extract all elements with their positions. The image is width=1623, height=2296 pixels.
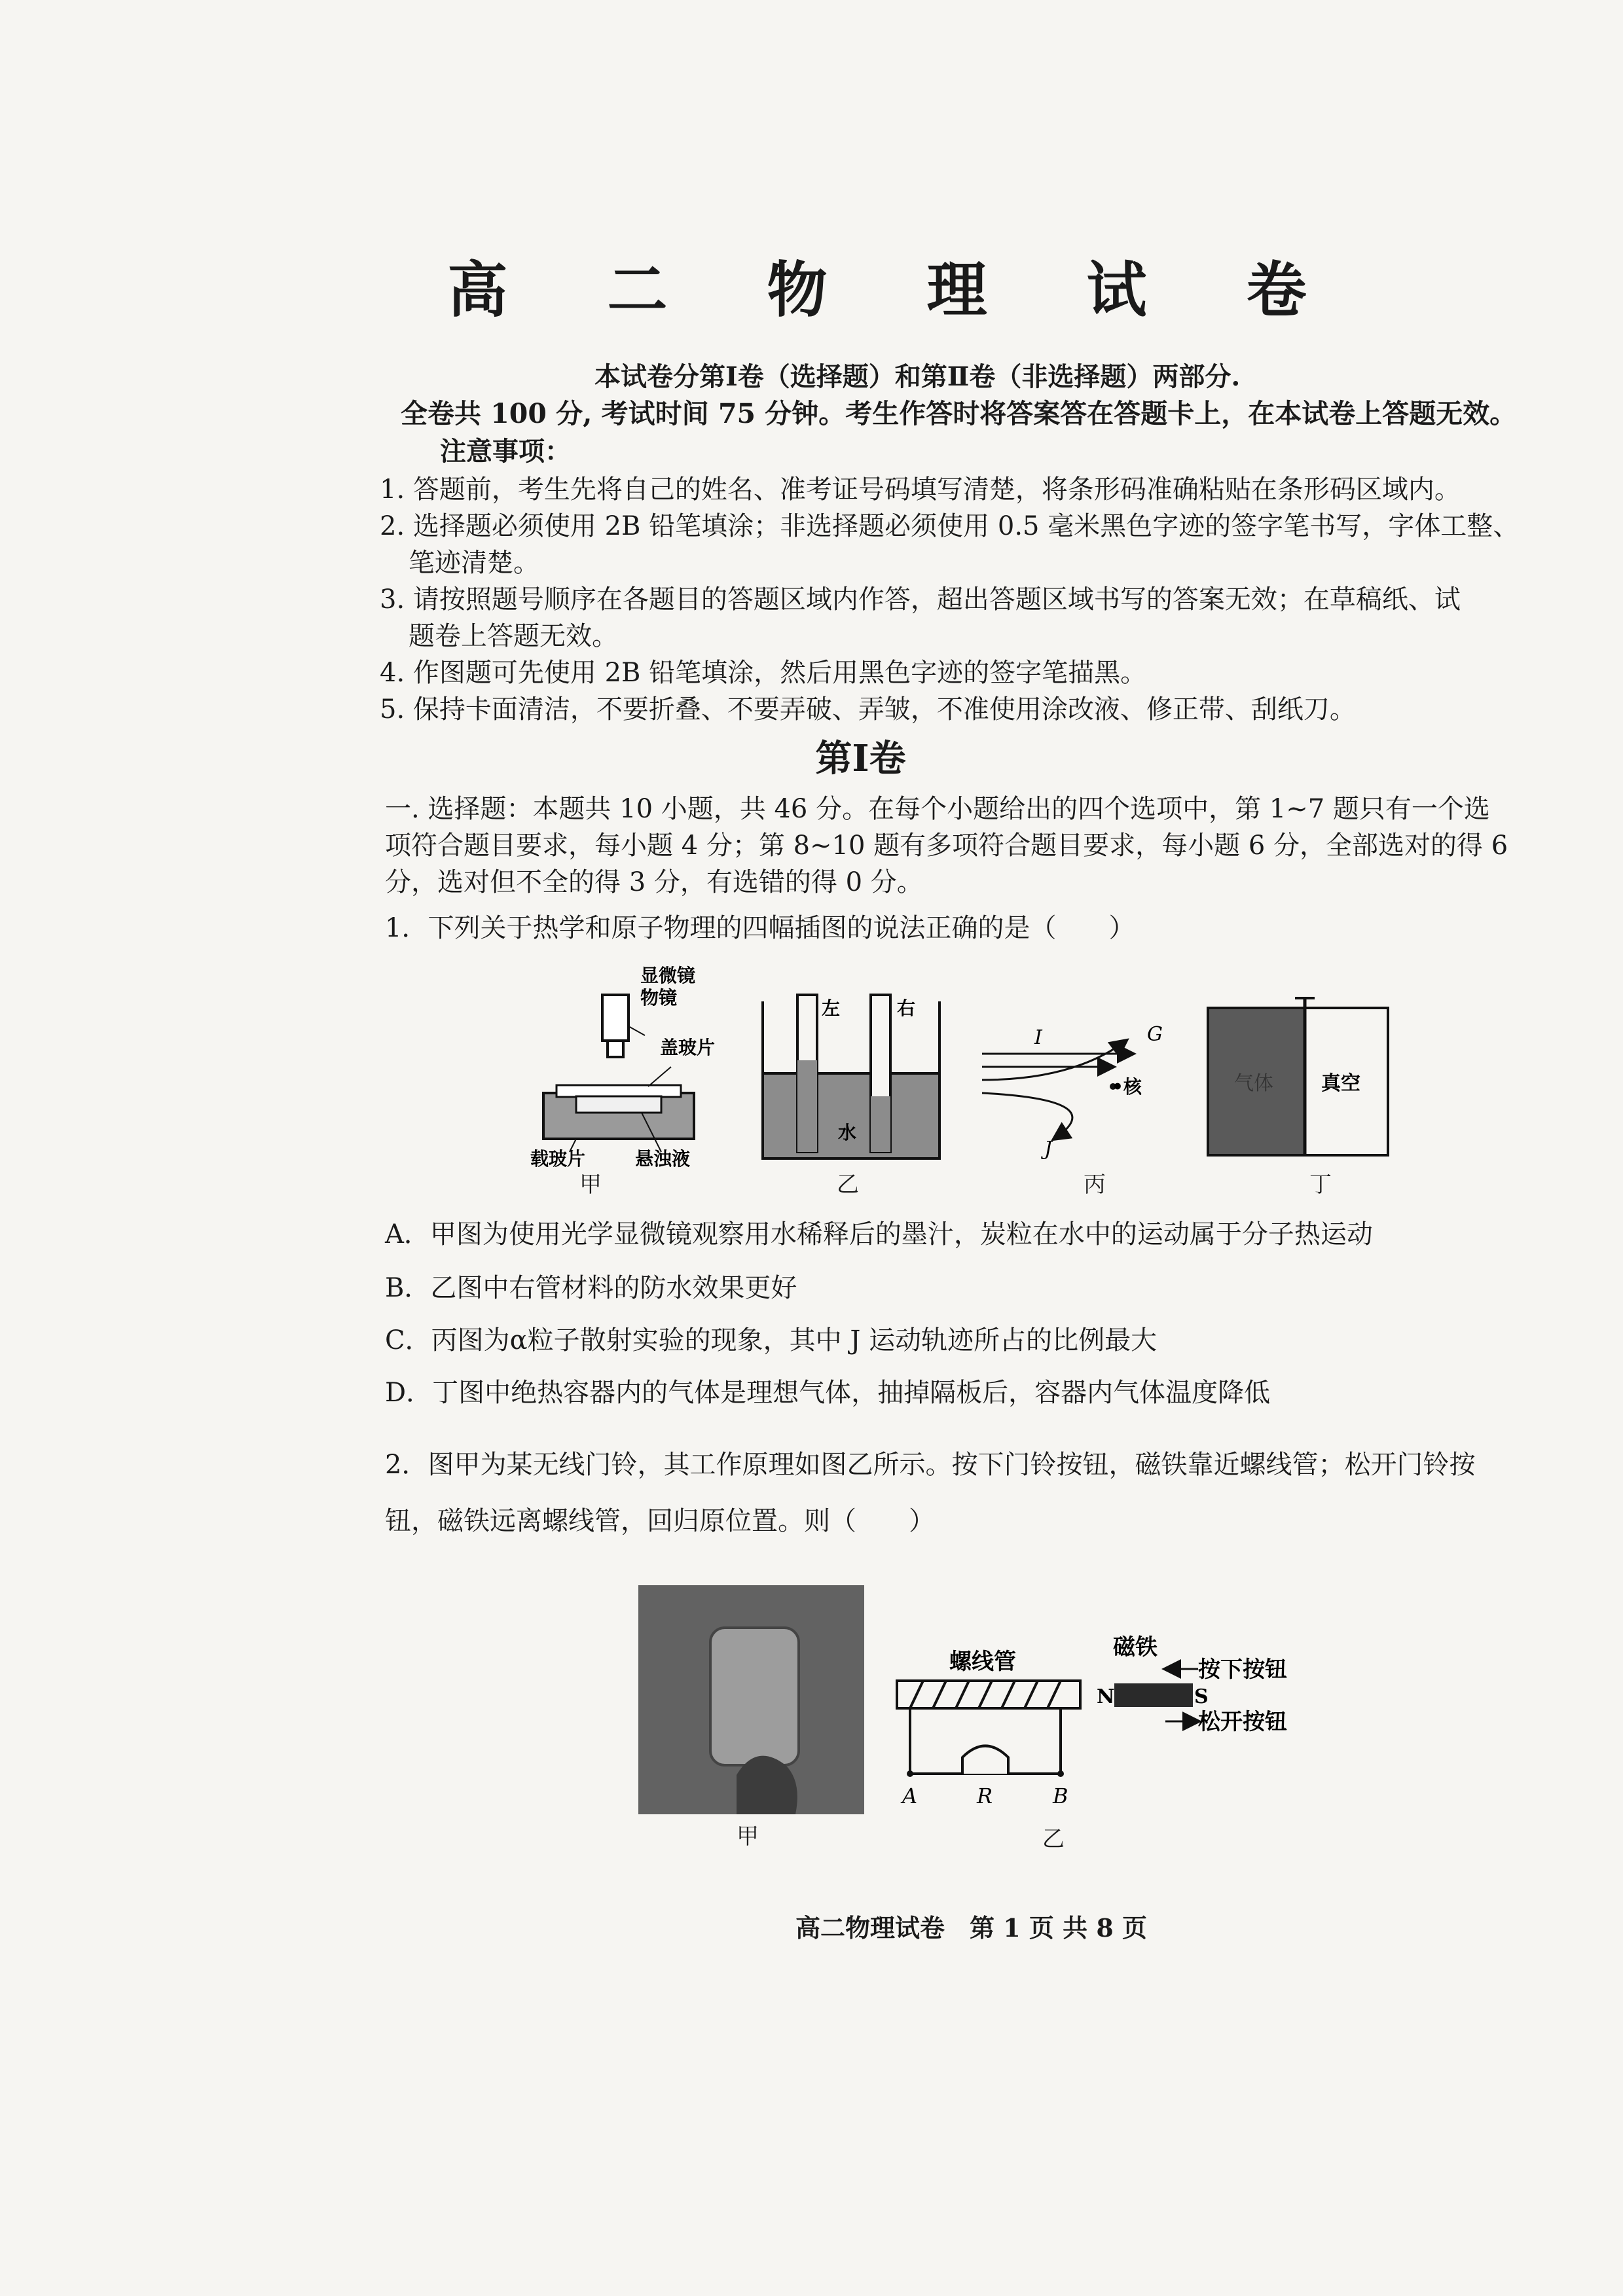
- label-cover-slip: 盖玻片: [660, 1037, 716, 1058]
- objective-tip-shape: [608, 1041, 623, 1057]
- label-slide: 载玻片: [530, 1148, 586, 1170]
- label-J: J: [1044, 1138, 1053, 1160]
- notice-title: 注意事项：: [440, 436, 571, 467]
- label-press-button: 按下按钮: [1198, 1657, 1287, 1683]
- label-release-button: 松开按钮: [1198, 1709, 1287, 1735]
- label-left: 左: [822, 997, 841, 1019]
- label-N: N: [1097, 1685, 1115, 1708]
- label-microscope: 显微镜: [640, 965, 696, 986]
- label-gas: 气体: [1234, 1072, 1273, 1095]
- suspension-shape: [576, 1096, 661, 1113]
- objective-lens-shape: [602, 995, 629, 1041]
- q1-fig-yi: [753, 988, 949, 1165]
- q1-fig-ding-label: 丁: [1309, 1172, 1332, 1198]
- label-magnet: 磁铁: [1113, 1634, 1158, 1660]
- section-title: 第Ⅰ卷: [815, 737, 906, 780]
- q1-option-b: B．乙图中右管材料的防水效果更好: [385, 1273, 797, 1303]
- page-title: 高 二 物 理 试 卷: [447, 255, 1346, 325]
- label-I: I: [1034, 1026, 1042, 1049]
- label-S: S: [1194, 1685, 1209, 1708]
- label-G: G: [1147, 1023, 1163, 1046]
- q1-fig-jia-label: 甲: [579, 1172, 602, 1198]
- q2-stem-2: 钮，磁铁远离螺线管，回归原位置。则（ ）: [385, 1506, 935, 1536]
- resistor-shape: [962, 1746, 1008, 1774]
- label-B: B: [1053, 1784, 1068, 1808]
- magnet-shape: [1114, 1683, 1193, 1707]
- label-objective: 物镜: [640, 987, 678, 1009]
- solenoid-coil-shape: [910, 1681, 1061, 1708]
- cover-slip-shape: [556, 1085, 681, 1097]
- water-tank-shape: [763, 1073, 939, 1158]
- section-instructions-1: 一. 选择题：本题共 10 小题，共 46 分。在每个小题给出的四个选项中，第 1~7 题只有一个选: [385, 794, 1490, 824]
- q2-fig-jia-photo: [638, 1585, 864, 1814]
- page-footer: 高二物理试卷 第 1 页 共 8 页: [795, 1913, 1148, 1943]
- q2-stem-1: 2．图甲为某无线门铃，其工作原理如图乙所示。按下门铃按钮，磁铁靠近螺线管；松开门铃按: [385, 1450, 1476, 1480]
- q1-fig-ding: [1205, 995, 1395, 1158]
- label-A: A: [902, 1784, 918, 1808]
- section-instructions-3: 分，选对但不全的得 3 分，有选错的得 0 分。: [385, 867, 923, 897]
- q1-fig-jia: [530, 962, 727, 1178]
- notice-item-2-cont: 笔迹清楚。: [409, 548, 539, 578]
- q1-option-d: D．丁图中绝热容器内的气体是理想气体，抽掉隔板后，容器内气体温度降低: [385, 1378, 1271, 1408]
- notice-item-1: 1. 答题前，考生先将自己的姓名、准考证号码填写清楚，将条形码准确粘贴在条形码区域内。: [380, 475, 1461, 505]
- intro-line-2: 全卷共 100 分, 考试时间 75 分钟。考生作答时将答案答在答题卡上，在本试卷上答题无效。: [401, 398, 1517, 429]
- notice-item-3-cont: 题卷上答题无效。: [409, 621, 618, 651]
- section-instructions-2: 项符合题目要求，每小题 4 分；第 8~10 题有多项符合题目要求，每小题 6 分，全部选对的得 6: [385, 831, 1508, 861]
- label-suspension: 悬浊液: [635, 1148, 691, 1170]
- q1-fig-bing-label: 丙: [1084, 1172, 1106, 1198]
- q1-stem: 1．下列关于热学和原子物理的四幅插图的说法正确的是（ ）: [385, 913, 1135, 943]
- q1-fig-bing: [976, 1008, 1185, 1165]
- label-nucleus: •核: [1112, 1076, 1142, 1098]
- q2-fig-yi-label: 乙: [1042, 1826, 1065, 1852]
- q1-option-c: C．丙图为α粒子散射实验的现象，其中 J 运动轨迹所占的比例最大: [385, 1325, 1158, 1355]
- notice-item-4: 4. 作图题可先使用 2B 铅笔填涂，然后用黑色字迹的签字笔描黑。: [380, 658, 1147, 688]
- q1-option-a: A．甲图为使用光学显微镜观察用水稀释后的墨汁，炭粒在水中的运动属于分子热运动: [385, 1219, 1373, 1249]
- doorbell-button-shape: [710, 1628, 799, 1765]
- notice-item-2: 2. 选择题必须使用 2B 铅笔填涂；非选择题必须使用 0.5 毫米黑色字迹的签字笔书写，字体工整、: [380, 511, 1520, 541]
- label-R: R: [977, 1784, 993, 1808]
- label-vacuum: 真空: [1321, 1072, 1360, 1095]
- notice-item-5: 5. 保持卡面清洁，不要折叠、不要弄破、弄皱，不准使用涂改液、修正带、刮纸刀。: [380, 694, 1356, 725]
- label-water: 水: [838, 1122, 857, 1143]
- label-right: 右: [897, 997, 916, 1019]
- intro-line-1: 本试卷分第Ⅰ卷（选择题）和第Ⅱ卷（非选择题）两部分.: [594, 361, 1241, 392]
- q1-fig-yi-label: 乙: [837, 1172, 859, 1198]
- q2-fig-yi-circuit: [884, 1630, 1290, 1813]
- notice-item-3: 3. 请按照题号顺序在各题目的答题区域内作答，超出答题区域书写的答案无效；在草稿纸、试: [380, 584, 1461, 615]
- label-solenoid: 螺线管: [949, 1649, 1016, 1675]
- q2-fig-jia-label: 甲: [737, 1823, 759, 1850]
